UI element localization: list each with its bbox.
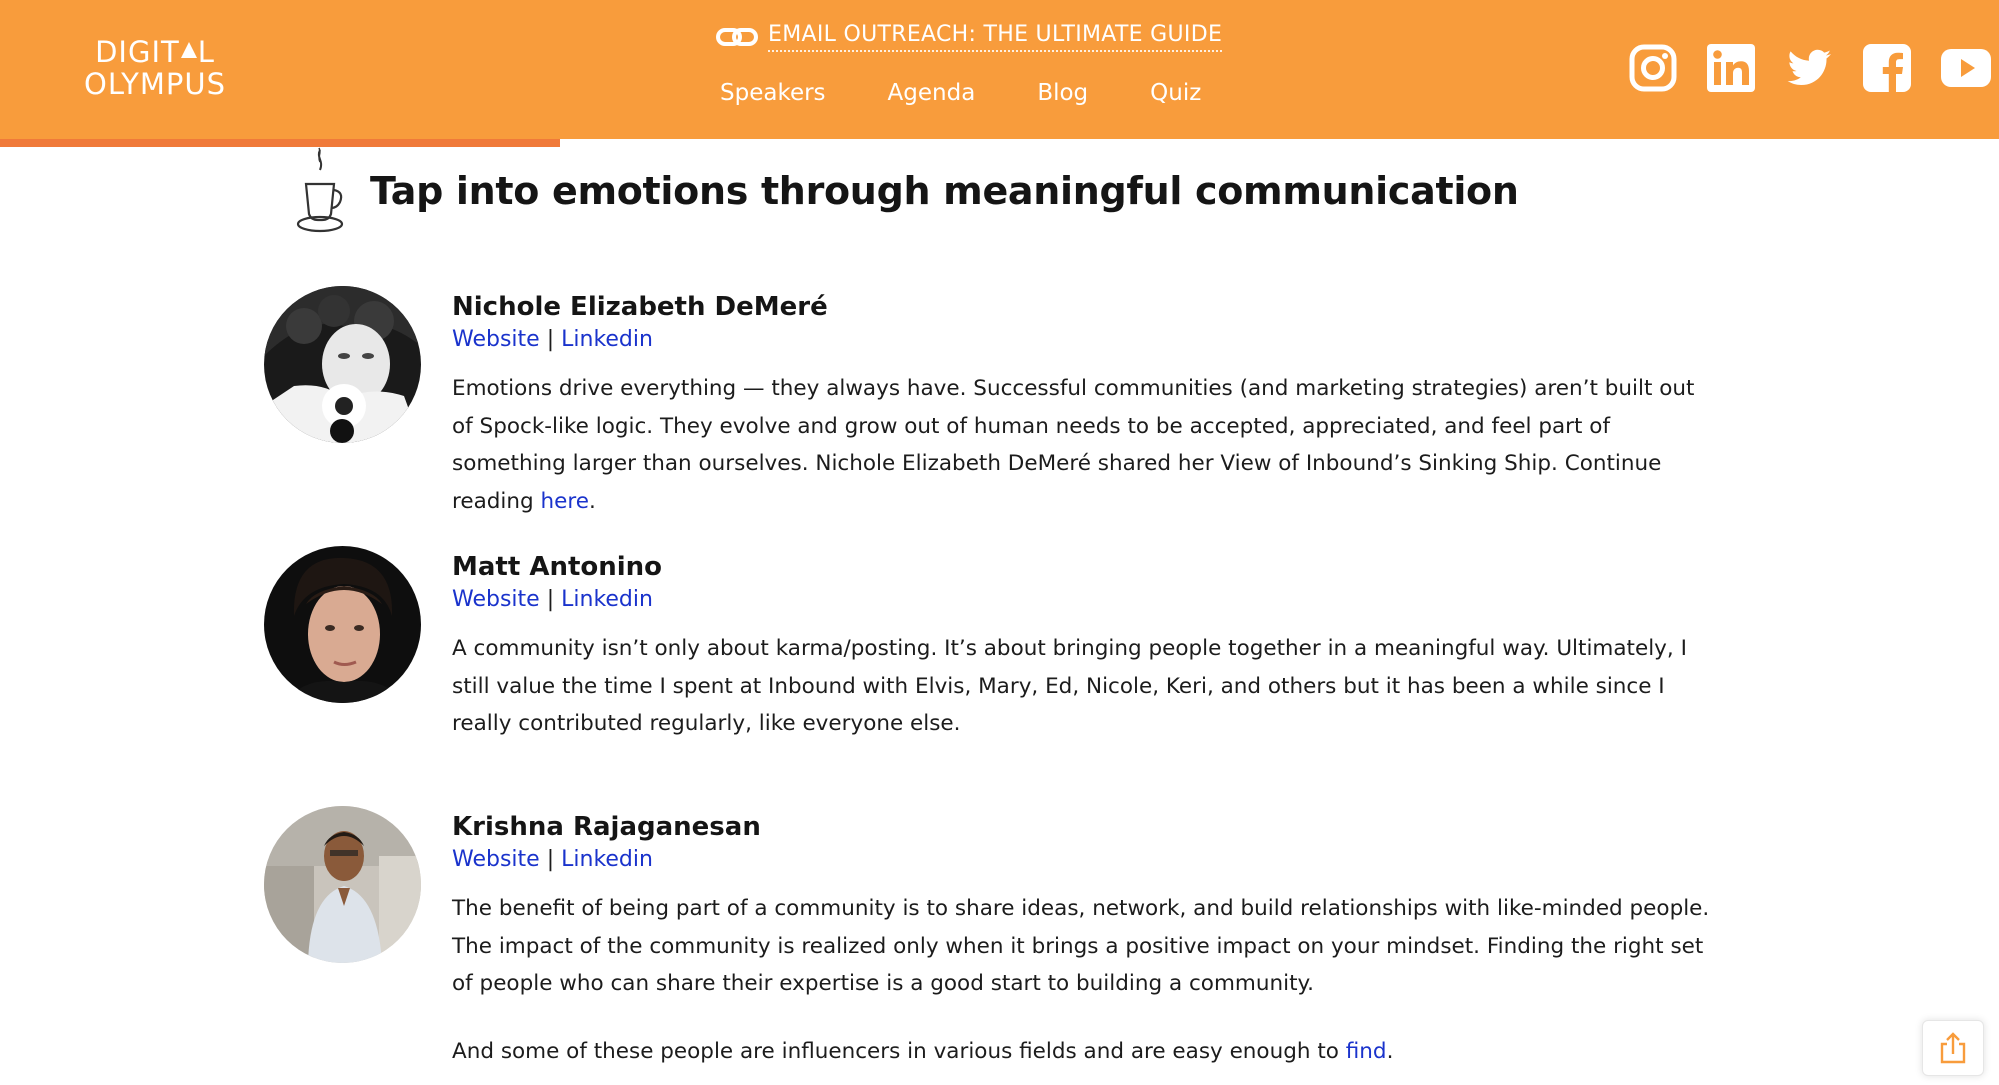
linkedin-link[interactable]: Linkedin <box>561 327 653 352</box>
linkedin-icon[interactable] <box>1707 44 1755 92</box>
share-icon <box>1938 1032 1968 1064</box>
section-title: Tap into emotions through meaningful communication <box>370 169 1519 213</box>
link-separator: | <box>546 847 555 872</box>
link-separator: | <box>546 327 555 352</box>
closing-text: And some of these people are influencers in various fields and are easy enough to find. <box>452 1039 1394 1064</box>
speaker-info <box>452 810 1712 1003</box>
website-link[interactable]: Website <box>452 327 540 352</box>
link-separator: | <box>546 587 555 612</box>
speaker-name: Matt Antonino <box>452 552 663 582</box>
nav-quiz[interactable]: Quiz <box>1150 80 1202 106</box>
logo-peak-icon <box>181 42 197 58</box>
youtube-icon[interactable] <box>1941 49 1991 87</box>
coffee-cup-icon <box>292 146 348 236</box>
nav-blog[interactable]: Blog <box>1037 80 1089 106</box>
avatar <box>264 286 421 443</box>
twitter-icon[interactable] <box>1785 44 1833 92</box>
linkedin-link[interactable]: Linkedin <box>561 847 653 872</box>
main-nav <box>720 80 1201 106</box>
speaker-info <box>452 550 1712 743</box>
speaker-info <box>452 290 1712 520</box>
share-button[interactable] <box>1922 1020 1984 1076</box>
speaker-name: Nichole Elizabeth DeMeré <box>452 292 828 322</box>
website-link[interactable]: Website <box>452 847 540 872</box>
facebook-icon[interactable] <box>1863 44 1911 92</box>
speaker-name: Krishna Rajaganesan <box>452 812 761 842</box>
link-chain-icon <box>716 25 758 49</box>
site-header <box>0 0 1999 139</box>
site-logo[interactable]: DIGIT L OLYMPUS <box>84 35 226 101</box>
website-link[interactable]: Website <box>452 587 540 612</box>
speaker-quote: Emotions drive everything — they always have. Successful communities (and marketing strategies) aren’t built out of Spock-like logic. They evolve and grow out of human needs to be accepted, appreciated, and feel part of something larger than ourselves. Nichole Elizabeth DeMeré shared her View of Inbound’s Sinking Ship. Continue reading here. <box>452 376 1695 514</box>
guide-label[interactable]: EMAIL OUTREACH: THE ULTIMATE GUIDE <box>768 22 1222 52</box>
speaker-quote: A community isn’t only about karma/posting. It’s about bringing people together in a meaningful way. Ultimately, I still value the time I spent at Inbound with Elvis, Mary, Ed, Nicole, Keri, and others but it has been a while since I really contributed regularly, like everyone else. <box>452 636 1687 736</box>
continue-reading-link[interactable]: here <box>540 488 589 514</box>
avatar <box>264 546 421 703</box>
instagram-icon[interactable] <box>1629 44 1677 92</box>
speaker-links <box>452 324 1712 356</box>
social-links <box>1629 44 1991 92</box>
linkedin-link[interactable]: Linkedin <box>561 587 653 612</box>
guide-link[interactable] <box>716 22 1222 52</box>
speaker-links <box>452 584 1712 616</box>
speaker-links <box>452 844 1712 876</box>
find-link[interactable]: find <box>1345 1039 1387 1064</box>
nav-agenda[interactable]: Agenda <box>887 80 976 106</box>
nav-speakers[interactable]: Speakers <box>720 80 826 106</box>
section-heading <box>292 146 1519 236</box>
avatar <box>264 806 421 963</box>
speaker-quote: The benefit of being part of a community is to share ideas, network, and build relationships with like-minded people. The impact of the community is realized only when it brings a positive impact on your mindset. Finding the right set of people who can share their expertise is a good start to building a community. <box>452 896 1710 996</box>
